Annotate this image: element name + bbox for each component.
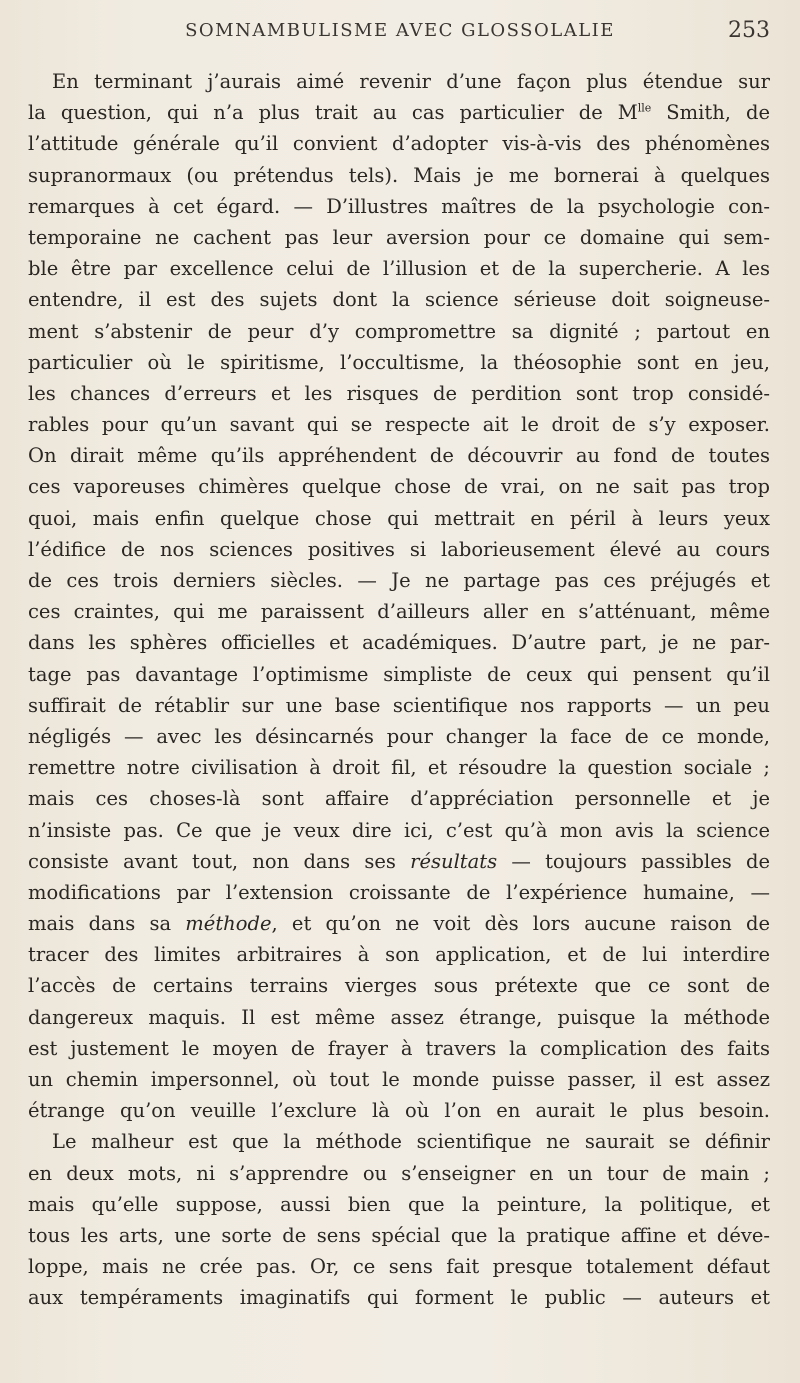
text-line: supranormaux (ou prétendus tels). Mais je me bornerai à quelques bbox=[28, 163, 770, 187]
text-line: la question, qui n’a plus trait au cas particulier de $M^{lle}$ Smith, de bbox=[28, 101, 770, 125]
text-line: étrange qu’on veuille l’exclure là où l’on en aurait le plus besoin. bbox=[28, 1099, 770, 1123]
text-line: temporaine ne cachent pas leur aversion pour ce domaine qui sem- bbox=[28, 225, 770, 249]
text-line: tous les arts, une sorte de sens spécial que la pratique affine et déve- bbox=[28, 1223, 770, 1247]
text-line: consiste avant tout, non dans ses résultats — toujours passibles de bbox=[28, 849, 770, 873]
text-line: de ces trois derniers siècles. — Je ne partage pas ces préjugés et bbox=[28, 569, 770, 592]
text-line: ment s’abstenir de peur d’y compromettre sa dignité ; partout en bbox=[28, 319, 770, 343]
text-line: en deux mots, ni s’apprendre ou s’enseigner en un tour de main ; bbox=[28, 1161, 770, 1185]
text-line: ces vaporeuses chimères quelque chose de vrai, on ne sait pas trop bbox=[28, 475, 770, 499]
text-line: entendre, il est des sujets dont la science sérieuse doit soigneuse- bbox=[28, 288, 770, 312]
text-line: tage pas davantage l’optimisme simpliste de ceux qui pensent qu’il bbox=[28, 662, 770, 686]
text-line: mais dans sa méthode, et qu’on ne voit dès lors aucune raison de bbox=[28, 912, 770, 936]
text-line: ces craintes, qui me paraissent d’ailleurs aller en s’atténuant, même bbox=[28, 600, 770, 624]
text-line: dans les sphères officielles et académiques. D’autre part, je ne par- bbox=[28, 631, 770, 655]
text-line: remettre notre civilisation à droit fil, et résoudre la question sociale ; bbox=[28, 756, 770, 780]
body-text bbox=[28, 66, 770, 1314]
text-line: l’édifice de nos sciences positives si laborieusement élevé au cours bbox=[28, 537, 770, 561]
text-line: particulier où le spiritisme, l’occultisme, la théosophie sont en jeu, bbox=[28, 350, 770, 374]
text-line: remarques à cet égard. — D’illustres maîtres de la psychologie con- bbox=[28, 194, 770, 218]
text-line: modifications par l’extension croissante de l’expérience humaine, — bbox=[28, 880, 770, 904]
text-line: suffirait de rétablir sur une base scientifique nos rapports — un peu bbox=[28, 693, 770, 717]
text-line: l’attitude générale qu’il convient d’adopter vis-à-vis des phénomènes bbox=[28, 132, 770, 156]
italic-word: résultats bbox=[410, 849, 498, 873]
italic-word: méthode bbox=[185, 912, 272, 936]
text-line: loppe, mais ne crée pas. Or, ce sens fait presque totalement défaut bbox=[28, 1255, 770, 1279]
text-line: En terminant j’aurais aimé revenir d’une façon plus étendue sur bbox=[52, 70, 770, 93]
text-line: négligés — avec les désincarnés pour changer la face de ce monde, bbox=[28, 724, 770, 748]
text-line: est justement le moyen de frayer à travers la complication des faits bbox=[28, 1036, 770, 1060]
page-number: 253 bbox=[728, 18, 770, 43]
text-line: aux tempéraments imaginatifs qui forment le public — auteurs et bbox=[28, 1286, 770, 1310]
text-line: rables pour qu’un savant qui se respecte ait le droit de s’y exposer. bbox=[28, 413, 770, 437]
text-line: quoi, mais enfin quelque chose qui mettrait en péril à leurs yeux bbox=[28, 506, 770, 530]
text-line: un chemin impersonnel, où tout le monde puisse passer, il est assez bbox=[28, 1068, 770, 1091]
text-line: tracer des limites arbitraires à son application, et de lui interdire bbox=[28, 943, 770, 967]
text-line: l’accès de certains terrains vierges sous prétexte que ce sont de bbox=[28, 974, 770, 998]
text-line: n’insiste pas. Ce que je veux dire ici, c’est qu’à mon avis la science bbox=[28, 818, 770, 842]
running-head: SOMNAMBULISME AVEC GLOSSOLALIE bbox=[185, 20, 615, 41]
text-line: mais qu’elle suppose, aussi bien que la peinture, la politique, et bbox=[28, 1192, 770, 1216]
text-line: dangereux maquis. Il est même assez étrange, puisque la méthode bbox=[28, 1005, 770, 1029]
page-header bbox=[0, 20, 800, 52]
text-line: Le malheur est que la méthode scientifique ne saurait se définir bbox=[52, 1130, 770, 1154]
text-line: les chances d’erreurs et les risques de perdition sont trop considé- bbox=[28, 381, 770, 405]
text-line: ble être par excellence celui de l’illusion et de la supercherie. A les bbox=[28, 257, 770, 281]
text-line: mais ces choses-là sont affaire d’appréciation personnelle et je bbox=[28, 787, 770, 811]
text-line: On dirait même qu’ils appréhendent de découvrir au fond de toutes bbox=[28, 444, 770, 468]
